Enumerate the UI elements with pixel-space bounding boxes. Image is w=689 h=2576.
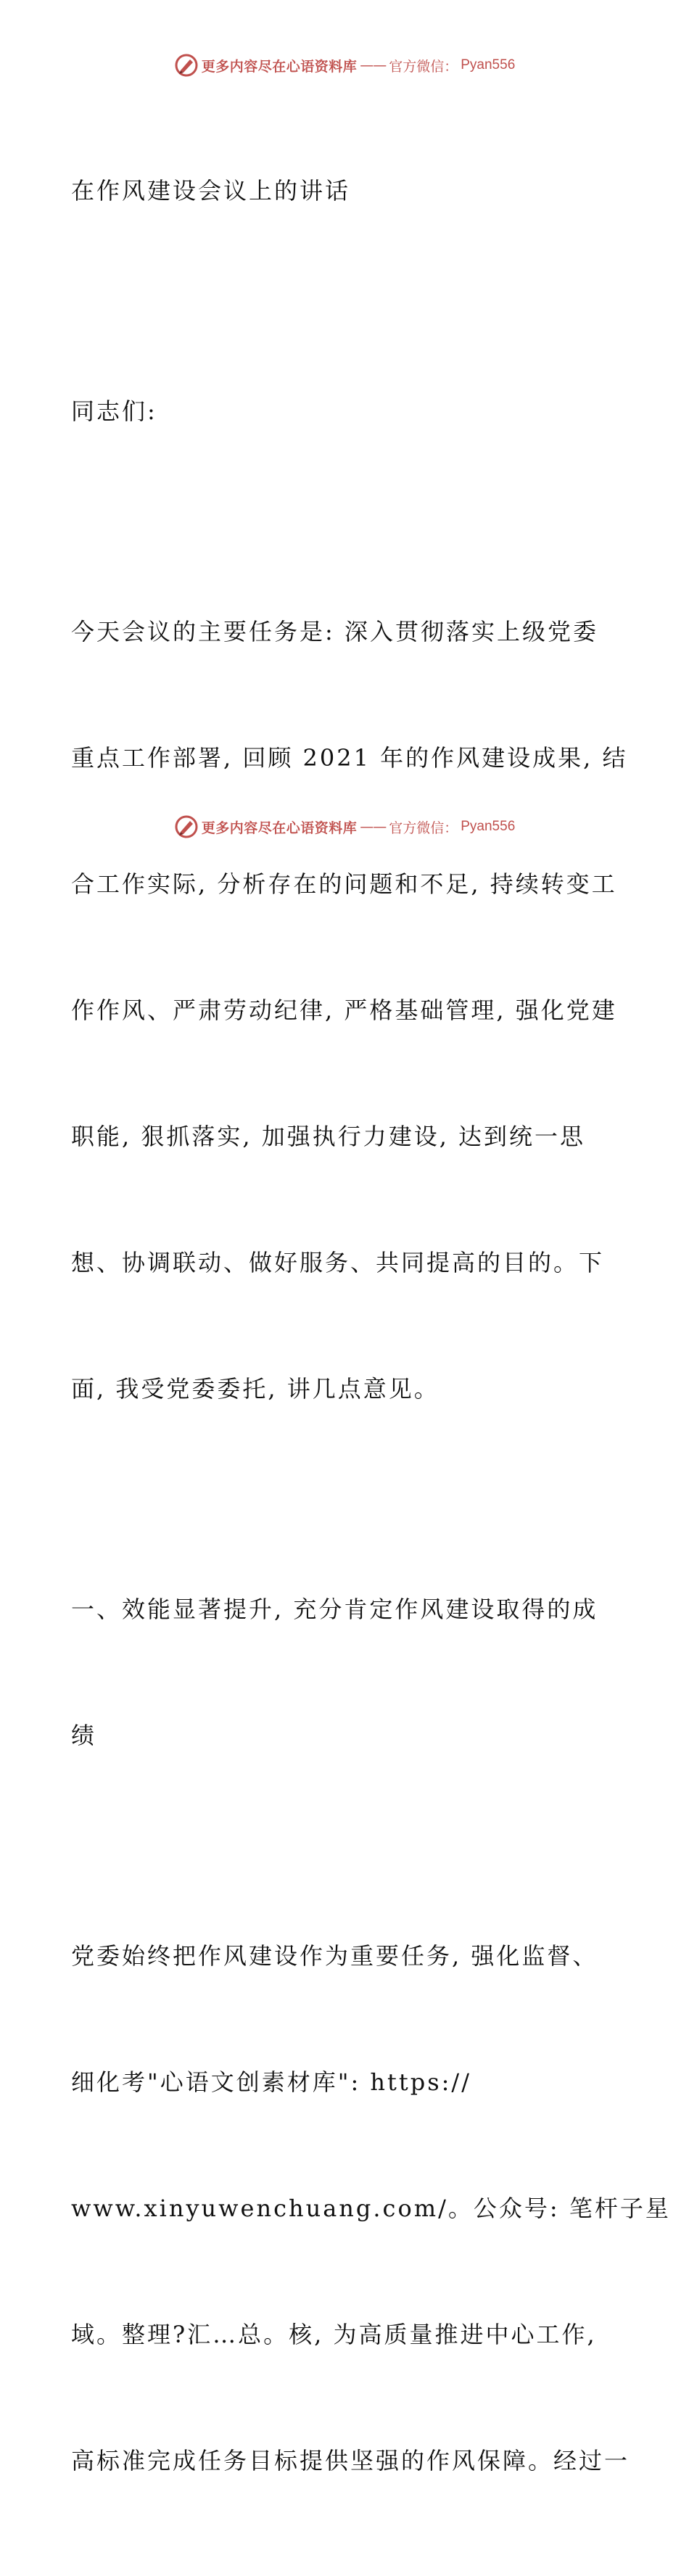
header-banner-wechat-label: 官方微信：: [389, 58, 458, 75]
pen-nib-logo-icon: [174, 53, 199, 78]
document-title: [71, 86, 622, 296]
section-body-line: 域。整理?汇…总。核, 为高质量推进中心工作,: [71, 2321, 597, 2348]
intro-line: 想、协调联动、做好服务、共同提高的目的。下: [71, 1249, 605, 1276]
section-body-line: www.xinyuwenchuang.com/。公众号: 笔杆子星: [71, 2195, 671, 2222]
header-banner-text: 更多内容尽在心语资料库: [201, 58, 358, 75]
section-heading-line: 绩: [71, 1722, 97, 1749]
pen-nib-logo-icon: [174, 814, 199, 839]
footer-banner-wechat-label: 官方微信：: [389, 820, 458, 836]
salutation-line: 同志们:: [71, 397, 157, 425]
intro-line: 作作风、严肃劳动纪律, 严格基础管理, 强化党建: [71, 996, 617, 1024]
intro-line: 重点工作部署, 回顾 2021 年的作风建设成果, 结: [71, 744, 628, 772]
intro-line: 面, 我受党委委托, 讲几点意见。: [71, 1375, 440, 1403]
section-heading-line: 一、效能显著提升, 充分肯定作风建设取得的成: [71, 1595, 598, 1623]
salutation: [71, 306, 622, 516]
header-banner-wechat-id: Pyan556: [461, 57, 516, 73]
intro-line: 今天会议的主要任务是: 深入贯彻落实上级党委: [71, 618, 598, 645]
footer-banner-text: 更多内容尽在心语资料库: [201, 820, 358, 836]
document-body: [71, 86, 671, 2576]
section-body-line: 细化考"心语文创素材库": https://: [71, 2068, 471, 2096]
footer-banner-wechat-id: Pyan556: [461, 819, 516, 834]
footer-banner-dash: ——: [360, 819, 387, 835]
title-line: 在作风建设会议上的讲话: [71, 177, 351, 205]
intro-line: 合工作实际, 分析存在的问题和不足, 持续转变工: [71, 870, 617, 898]
section-body-line: 高标准完成任务目标提供坚强的作风保障。经过一: [71, 2447, 630, 2474]
intro-line: 职能, 狠抓落实, 加强执行力建设, 达到统一思: [71, 1123, 586, 1150]
section-body-line: 党委始终把作风建设作为重要任务, 强化监督、: [71, 1942, 598, 1970]
intro-paragraph: [71, 527, 628, 1494]
header-banner-inner: [174, 53, 516, 78]
header-banner: [0, 51, 689, 80]
section-1-body: [71, 1851, 671, 2566]
footer-banner-inner: [174, 814, 516, 839]
section-1-heading: [71, 1504, 622, 1841]
footer-banner: [0, 812, 689, 841]
header-banner-dash: ——: [360, 57, 387, 73]
